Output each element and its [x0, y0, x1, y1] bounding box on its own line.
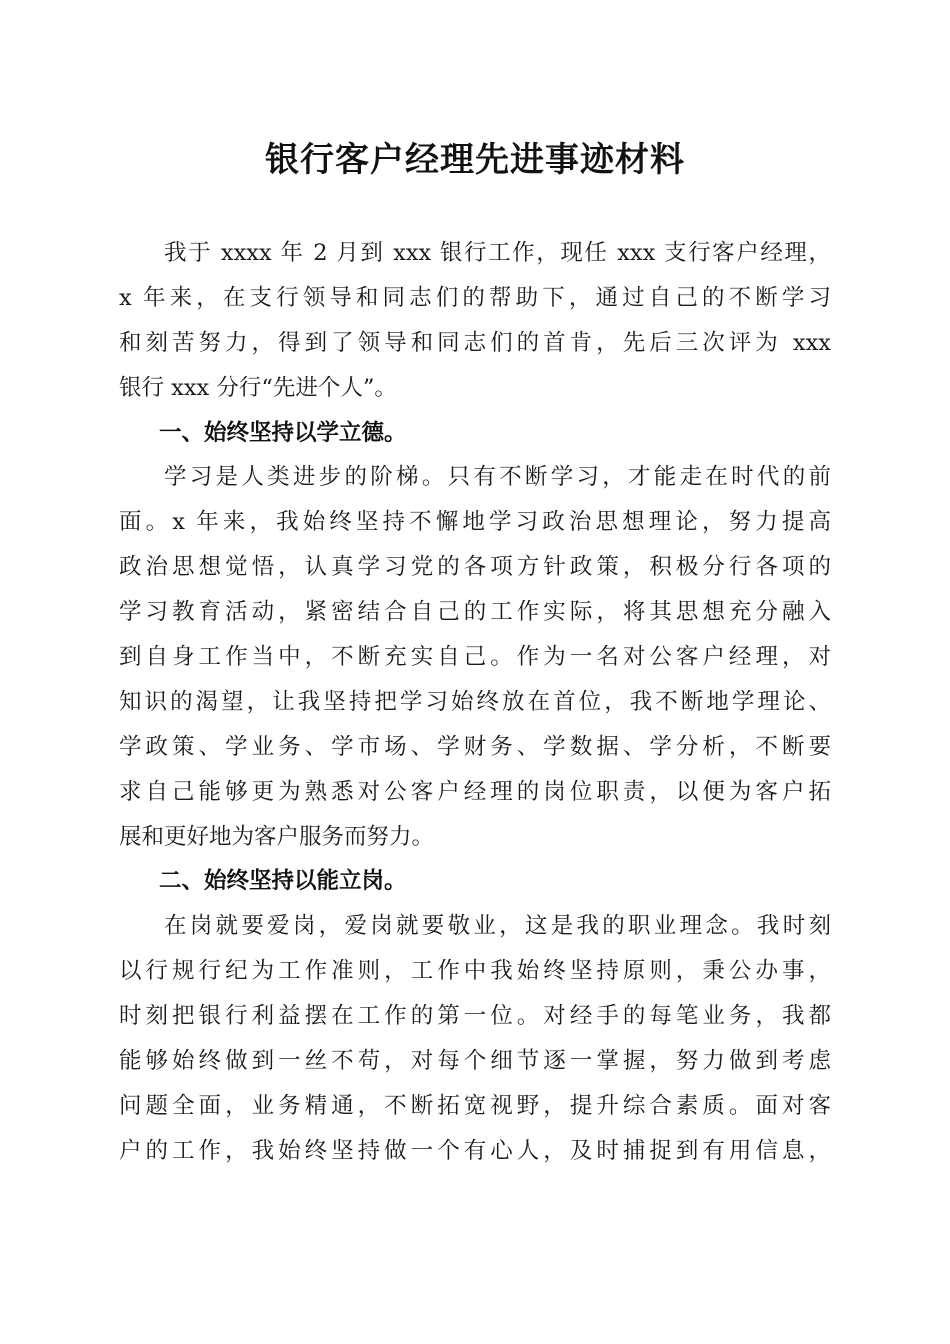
paragraph-line: 学习是人类进步的阶梯。只有不断学习，才能走在时代的前 [164, 464, 831, 491]
paragraph-line: 知识的渴望，让我坚持把学习始终放在首位，我不断地学理论、 [119, 688, 831, 715]
intro-line: 和刻苦努力，得到了领导和同志们的首肯，先后三次评为 xxx [119, 329, 831, 356]
paragraph-line: 时刻把银行利益摆在工作的第一位。对经手的每笔业务，我都 [119, 1003, 831, 1030]
paragraph-line: 问题全面，业务精通，不断拓宽视野，提升综合素质。面对客 [119, 1092, 831, 1119]
intro-line: 银行 xxx 分行“先进个人”。 [119, 374, 397, 401]
paragraph-line: 学政策、学业务、学市场、学财务、学数据、学分析，不断要 [119, 733, 831, 760]
intro-paragraph [119, 231, 831, 411]
section-1-heading: 一、始终坚持以学立德。 [159, 419, 407, 446]
paragraph-line: 政治思想觉悟，认真学习党的各项方针政策，积极分行各项的 [119, 554, 831, 581]
paragraph-line: 到自身工作当中，不断充实自己。作为一名对公客户经理，对 [119, 644, 831, 671]
document-title: 银行客户经理先进事迹材料 [265, 140, 685, 180]
paragraph-line: 学习教育活动，紧密结合自己的工作实际，将其思想充分融入 [119, 599, 831, 626]
intro-line: 我于 xxxx 年 2 月到 xxx 银行工作，现任 xxx 支行客户经理， [164, 240, 831, 266]
section-2-heading: 二、始终坚持以能立岗。 [159, 868, 407, 895]
document-body [119, 231, 831, 1174]
paragraph-line: 户的工作，我始终坚持做一个有心人，及时捕捉到有用信息， [119, 1137, 831, 1164]
paragraph-line: 以行规行纪为工作准则，工作中我始终坚持原则，秉公办事， [119, 958, 831, 985]
section-1-paragraph [119, 455, 831, 859]
paragraph-line: 在岗就要爱岗，爱岗就要敬业，这是我的职业理念。我时刻 [164, 913, 831, 940]
paragraph-line: 求自己能够更为熟悉对公客户经理的岗位职责，以便为客户拓 [119, 778, 831, 805]
paragraph-line: 面。x 年来，我始终坚持不懈地学习政治思想理论，努力提高 [119, 509, 831, 536]
paragraph-line: 能够始终做到一丝不苟，对每个细节逐一掌握，努力做到考虑 [119, 1048, 831, 1075]
section-2-paragraph [119, 904, 831, 1173]
paragraph-line: 展和更好地为客户服务而努力。 [119, 823, 435, 850]
intro-line: x 年来，在支行领导和同志们的帮助下，通过自己的不断学习 [119, 284, 831, 311]
